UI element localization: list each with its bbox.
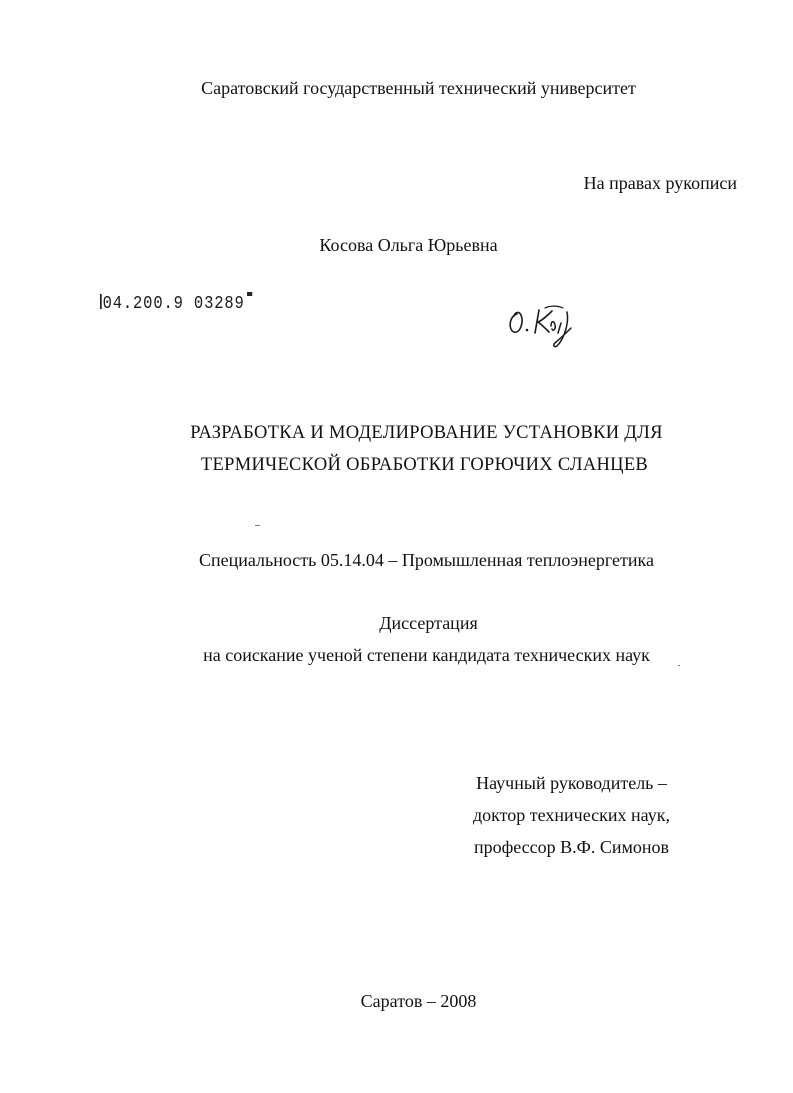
- specialty-line: Специальность 05.14.04 – Промышленная теплоэнергетика: [198, 550, 655, 570]
- scientific-advisor-block: [473, 767, 670, 863]
- scan-speck: [255, 525, 260, 526]
- author-signature: [505, 298, 587, 350]
- advisor-name: профессор В.Ф. Симонов: [473, 837, 670, 857]
- archive-stamp-text: 04.200.9 03289: [102, 294, 245, 314]
- archive-stamp-bar: [100, 294, 102, 309]
- degree-line: на соискание ученой степени кандидата технических наук: [203, 645, 650, 665]
- dissertation-label: Диссертация: [379, 613, 478, 633]
- scan-speck: [678, 665, 680, 666]
- thesis-title-line-1: РАЗРАБОТКА И МОДЕЛИРОВАНИЕ УСТАНОВКИ ДЛЯ: [190, 423, 663, 443]
- advisor-degree: доктор технических наук,: [473, 805, 670, 825]
- archive-stamp-mark: [247, 292, 252, 296]
- thesis-title-line-2: ТЕРМИЧЕСКОЙ ОБРАБОТКИ ГОРЮЧИХ СЛАНЦЕВ: [200, 455, 649, 475]
- advisor-role: Научный руководитель –: [476, 773, 667, 793]
- rights-notice: На правах рукописи: [583, 173, 737, 193]
- city-year: Саратов – 2008: [360, 991, 477, 1011]
- archive-stamp-number: [100, 292, 252, 315]
- university-name: Саратовский государственный технический университет: [201, 78, 636, 98]
- author-name: Косова Ольга Юрьевна: [319, 235, 498, 255]
